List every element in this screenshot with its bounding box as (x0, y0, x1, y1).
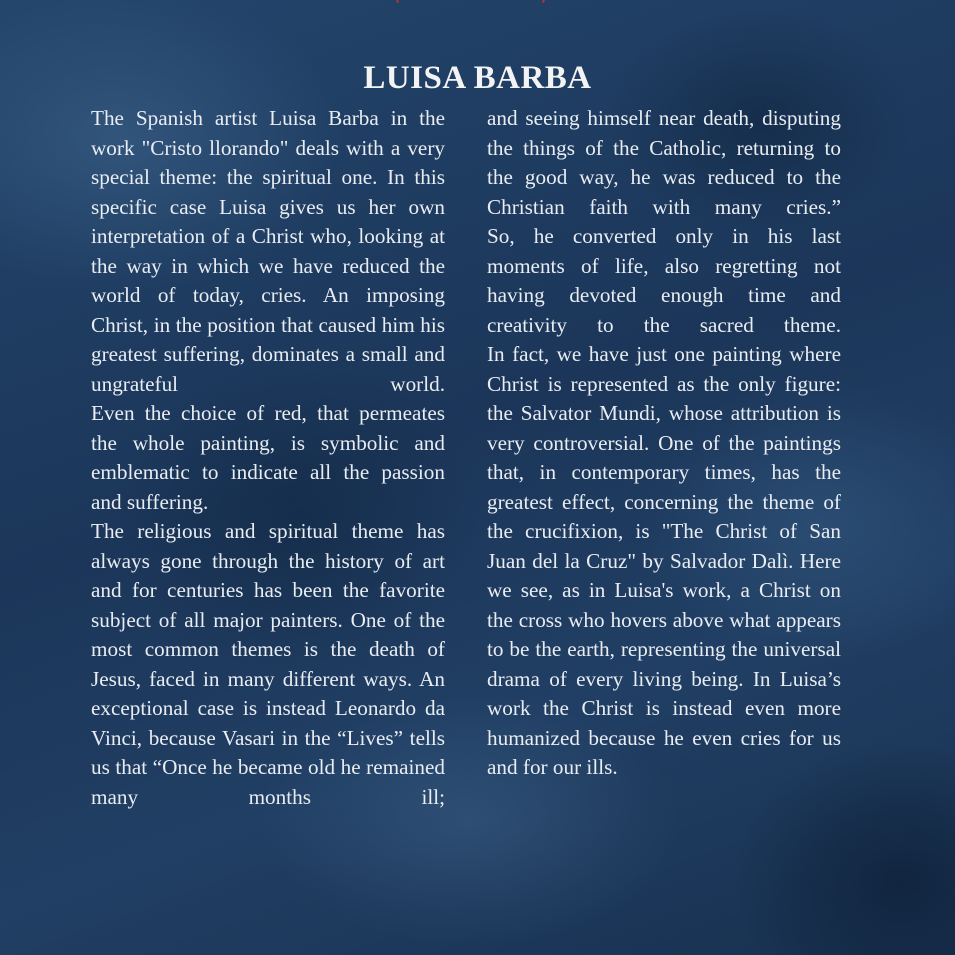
paragraph: In fact, we have just one painting where Christ is represented as the only figure: the Salvator Mundi, whose attribution is very controversial. One of the paintings that, in contemporary times, has the greatest effect, concerning the theme of the crucifixion, is "The Christ of San Juan del la Cruz" by Salvador Dalì. Here we see, as in Luisa's work, a Christ on the cross who hovers above what appears to be the earth, representing the universal drama of every living being. In Luisa’s work the Christ is instead even more humanized because he even cries for us and for our ills. (487, 342, 841, 779)
paragraph: So, he converted only in his last moments of life, also regretting not having devoted enough time and creativity to the sacred theme. (487, 224, 841, 337)
text-column-right (487, 104, 841, 783)
paragraph: and seeing himself near death, disputing the things of the Catholic, returning to the good way, he was reduced to the Christian faith with many cries.” (487, 106, 841, 219)
page-title: LUISA BARBA (363, 60, 592, 97)
paragraph: Even the choice of red, that permeates the whole painting, is symbolic and emblematic to indicate all the passion and suffering. (91, 401, 445, 514)
text-column-left (91, 104, 445, 812)
paragraph: The religious and spiritual theme has always gone through the history of art and for centuries has been the favorite subject of all major painters. One of the most common themes is the death of Jesus, faced in many different ways. An exceptional case is instead Leonardo da Vinci, because Vasari in the “Lives” tells us that “Once he became old he remained many months ill; (91, 519, 445, 809)
decorative-mark-left (395, 0, 399, 3)
decorative-mark-right (542, 0, 546, 3)
paragraph: The Spanish artist Luisa Barba in the work "Cristo llorando" deals with a very special theme: the spiritual one. In this specific case Luisa gives us her own interpretation of a Christ who, looking at the way in which we have reduced the world of today, cries. An imposing Christ, in the position that caused him his greatest suffering, dominates a small and ungrateful world. (91, 106, 445, 396)
